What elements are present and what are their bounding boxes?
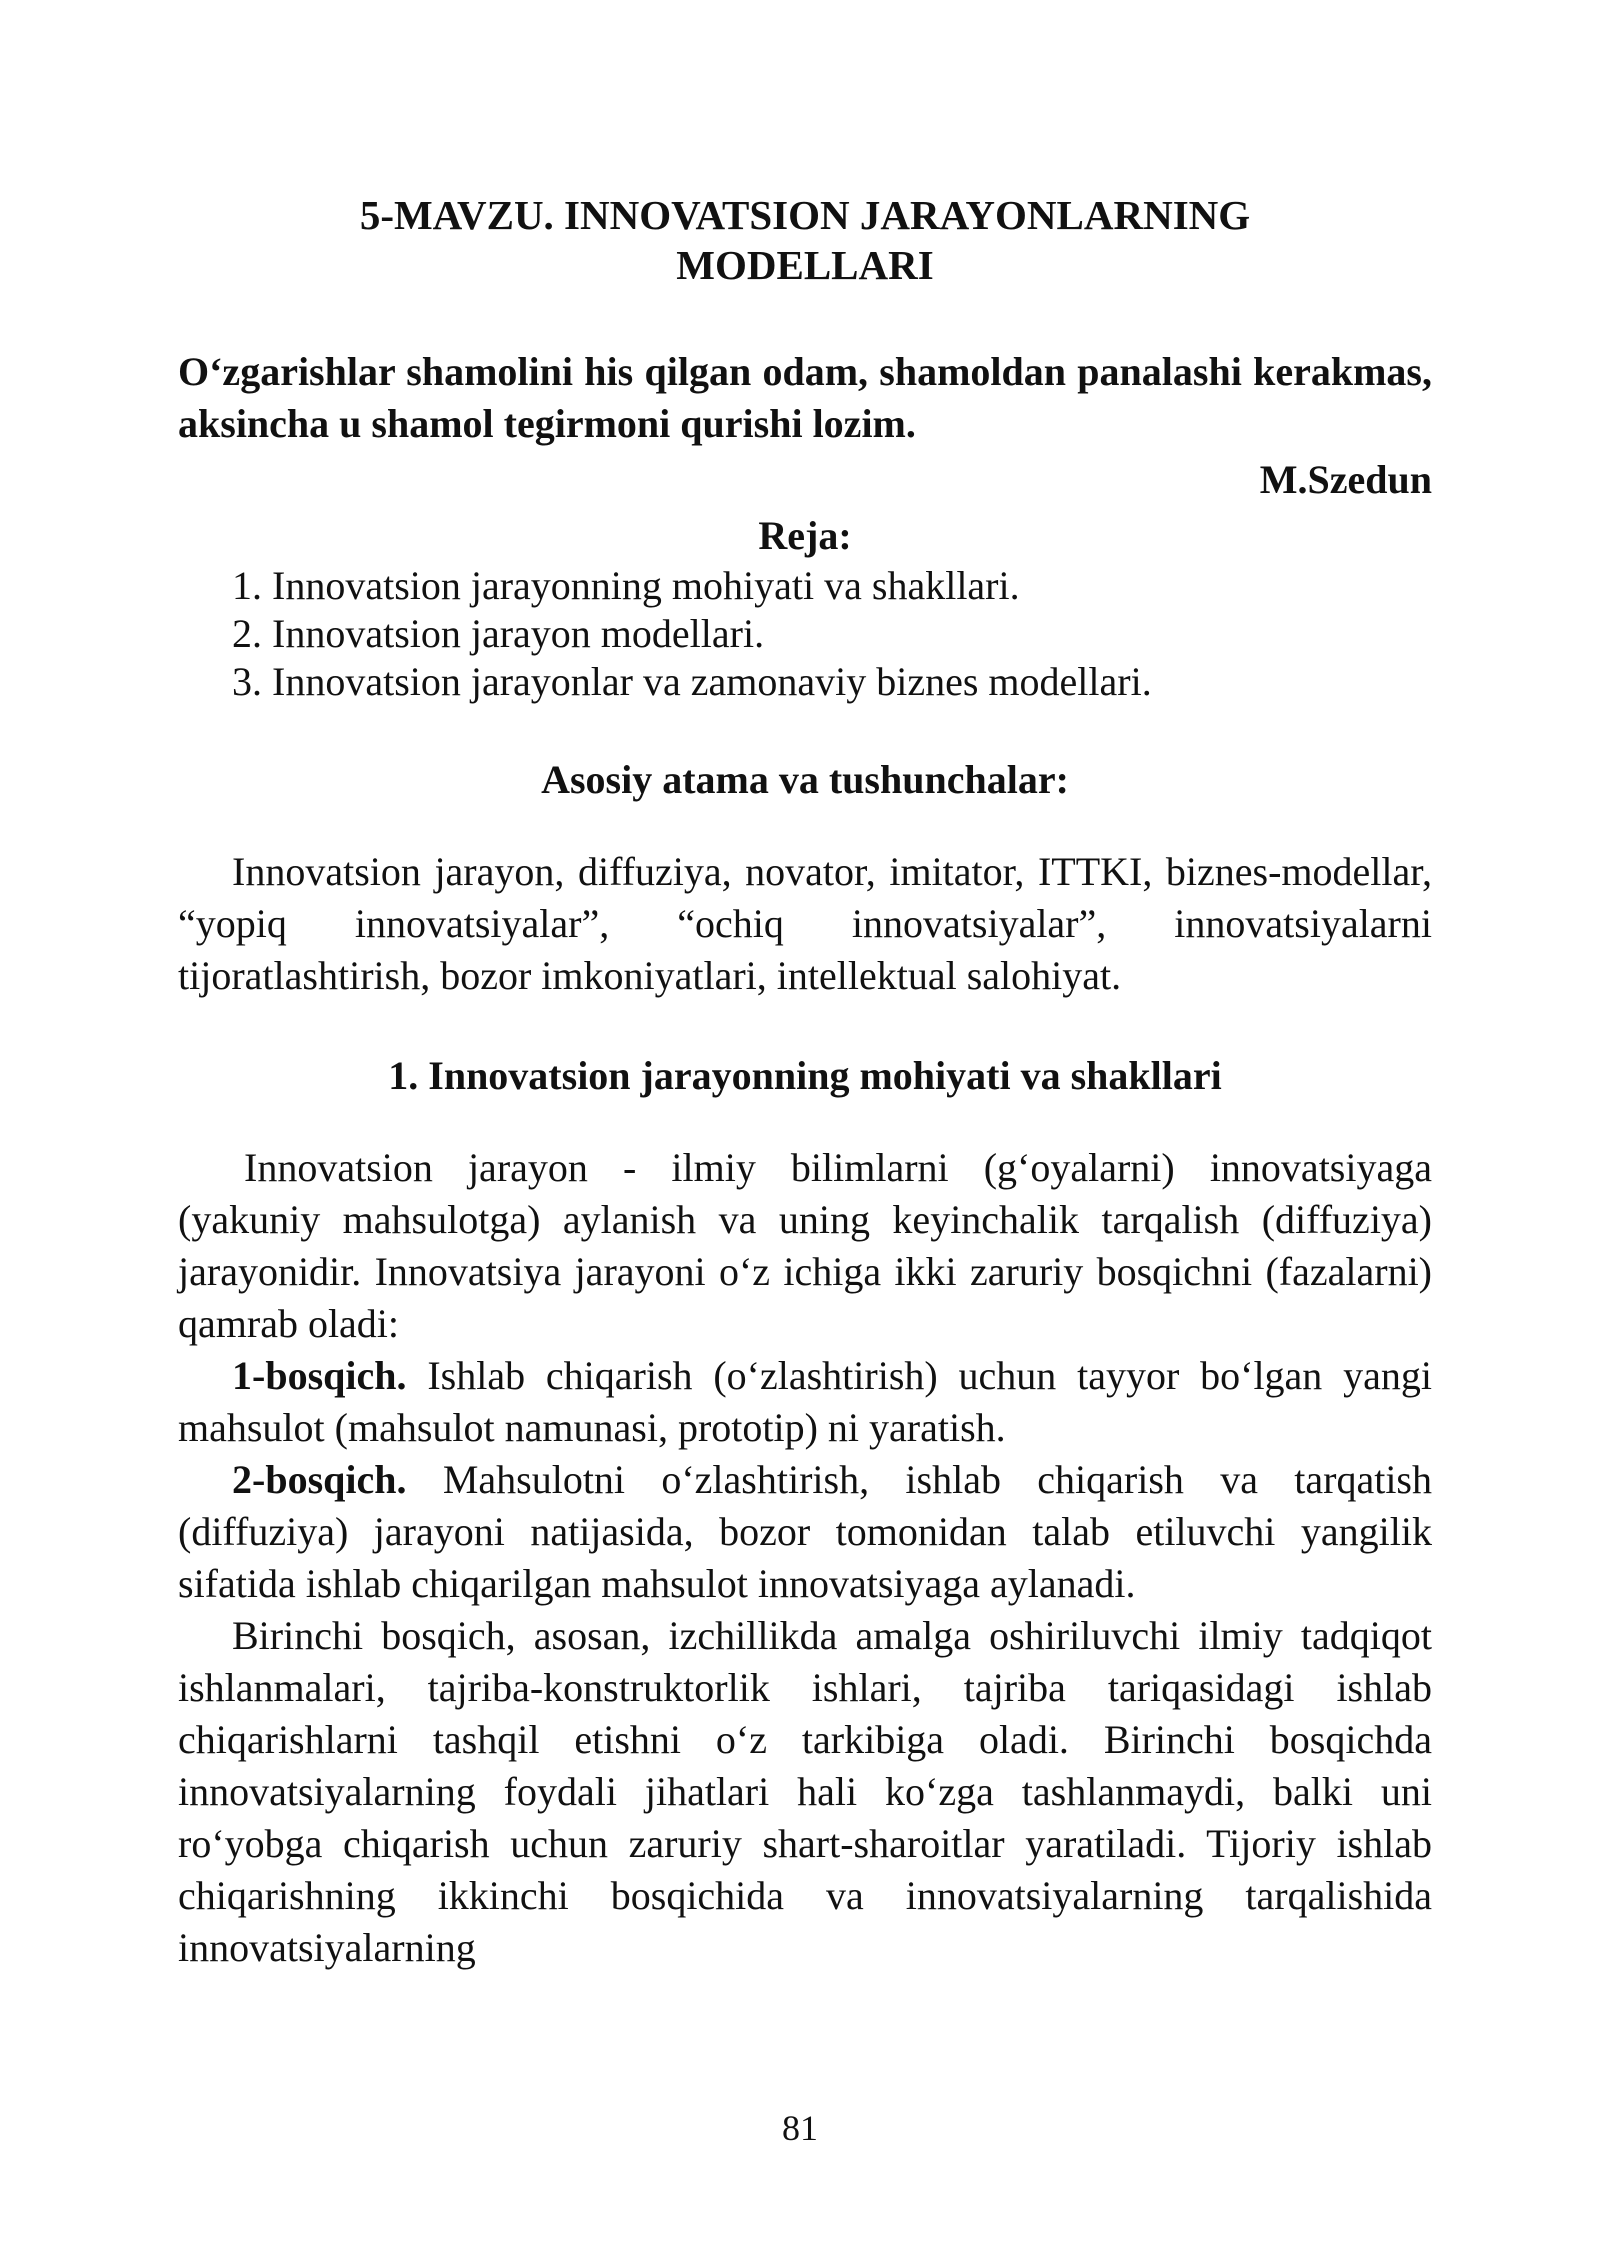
plan-item-3: 3. Innovatsion jarayonlar va zamonaviy biznes modellari. <box>232 659 1152 704</box>
epigraph-author: M.Szedun <box>1259 457 1432 502</box>
plan-heading: Reja: <box>758 513 852 558</box>
chapter-title <box>178 190 1432 290</box>
page-number: 81 <box>782 2108 818 2148</box>
plan-list <box>178 562 1432 706</box>
section-1-paragraph-2: Birinchi bosqich, asosan, izchillikda amalga oshiriluvchi ilmiy tadqiqot ishlanmalari, tajriba-konstruktorlik ishlari, tajriba tariqasidagi ishlab chiqarishlarni tashqil etishni o‘z tarkibiga oladi. Birinchi bosqichda innovatsiyalarning foydali jihatlari hali ko‘zga tashlanmaydi, balki uni ro‘yobga chiqarish uchun zaruriy shart-sharoitlar yaratiladi. Tijoriy ishlab chiqarishning ikkinchi bosqichida va innovatsiyalarning tarqalishida innovatsiyalarning <box>178 1613 1432 1970</box>
stage-2-paragraph <box>178 1454 1432 1610</box>
stage-1-paragraph <box>178 1350 1432 1454</box>
stage-2-text: Mahsulotni o‘zlashtirish, ishlab chiqarish va tarqatish (diffuziya) jarayoni natijasida, bozor tomonidan talab etiluvchi yangilik sifatida ishlab chiqarilgan mahsulot innovatsiyaga aylanadi. <box>178 1457 1432 1606</box>
key-terms-heading: Asosiy atama va tushunchalar: <box>541 757 1069 802</box>
epigraph-quote: O‘zgarishlar shamolini his qilgan odam, shamoldan panalashi kerakmas, aksincha u shamol tegirmoni qurishi lozim. <box>178 349 1432 446</box>
plan-item-2: 2. Innovatsion jarayon modellari. <box>232 611 765 656</box>
stage-1-label: 1-bosqich. <box>232 1353 407 1398</box>
page-content <box>178 190 1432 1974</box>
plan-item-1: 1. Innovatsion jarayonning mohiyati va shakllari. <box>232 563 1020 608</box>
chapter-title-line-2: MODELLARI <box>676 242 934 288</box>
section-1-paragraph-1: Innovatsion jarayon - ilmiy bilimlarni (g‘oyalarni) innovatsiyaga (yakuniy mahsulotga) aylanish va uning keyinchalik tarqalish (diffuziya) jarayonidir. Innovatsiya jarayoni o‘z ichiga ikki zaruriy bosqichni (fazalarni) qamrab oladi: <box>178 1145 1432 1346</box>
stage-2-label: 2-bosqich. <box>232 1457 407 1502</box>
section-1-heading: 1. Innovatsion jarayonning mohiyati va shakllari <box>388 1053 1222 1098</box>
chapter-title-line-1: 5-MAVZU. INNOVATSION JARAYONLARNING <box>359 192 1251 238</box>
stage-1-text: Ishlab chiqarish (o‘zlashtirish) uchun tayyor bo‘lgan yangi mahsulot (mahsulot namunasi, prototip) ni yaratish. <box>178 1353 1432 1450</box>
key-terms-text: Innovatsion jarayon, diffuziya, novator, imitator, ITTKI, biznes-modellar, “yopiq innovatsiyalar”, “ochiq innovatsiyalar”, innovatsiyalarni tijoratlashtirish, bozor imkoniyatlari, intellektual salohiyat. <box>178 849 1432 998</box>
